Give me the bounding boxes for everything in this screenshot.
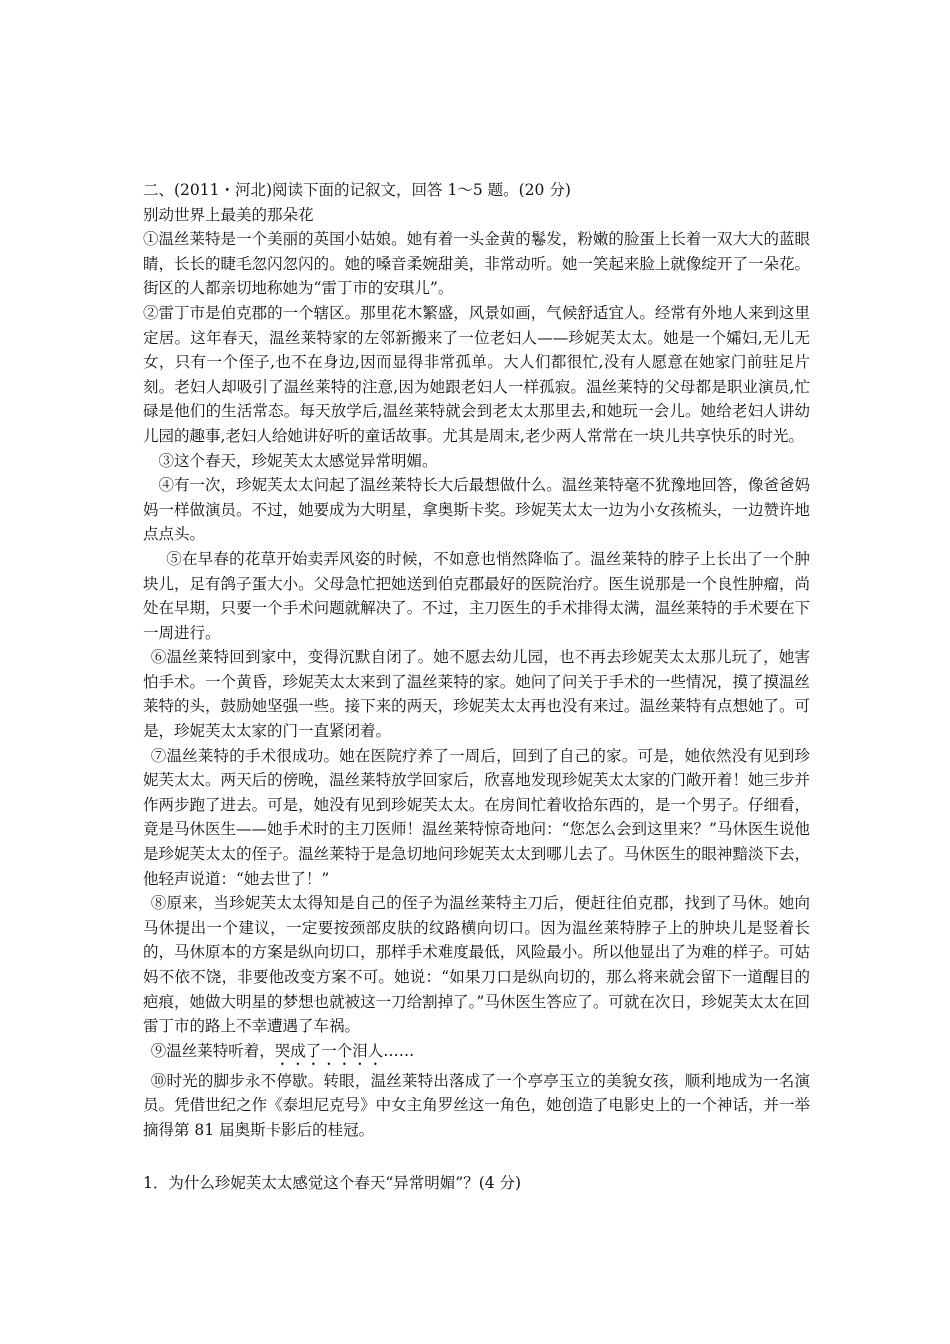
section-heading: 二、(2011・河北)阅读下面的记叙文，回答 1～5 题。(20 分) (143, 181, 571, 199)
paragraph-10: ⑩时光的脚步永不停歇。转眼，温丝莱特出落成了一个亭亭玉立的美貌女孩，顺利地成为一名演员。凭借世纪之作《泰坦尼克号》中女主角罗丝这一角色，她创造了电影史上的一个神话，并一举摘得第 81 届奥斯卡影后的桂冠。 (143, 1071, 810, 1139)
paragraph-4: ④有一次，珍妮芙太太问起了温丝莱特长大后最想做什么。温丝莱特毫不犹豫地回答，像爸爸妈妈一样做演员。不过，她要成为大明星，拿奥斯卡奖。珍妮芙太太一边为小女孩梳头，一边赞许地点点头。 (143, 476, 810, 544)
paragraph-1: ①温丝莱特是一个美丽的英国小姑娘。她有着一头金黄的鬈发，粉嫩的脸蛋上长着一双大大的蓝眼睛，长长的睫毛忽闪忽闪的。她的嗓音柔婉甜美，非常动听。她一笑起来脸上就像绽开了一朵花。街区的人都亲切地称她为“雷丁市的安琪儿”。 (143, 230, 810, 298)
emphasized-phrase: 哭成了一个泪人 (274, 1041, 384, 1060)
paragraph-3: ③这个春天，珍妮芙太太感觉异常明媚。 (158, 451, 438, 470)
paragraph-2: ②雷丁市是伯克郡的一个辖区。那里花木繁盛，风景如画，气候舒适宜人。经常有外地人来到这里定居。这年春天，温丝莱特家的左邻新搬来了一位老妇人——珍妮芙太太。她是一个孀妇,无儿无女，只有一个侄子,也不在身边,因而显得非常孤单。大人们都很忙,没有人愿意在她家门前驻足片刻。老妇人却吸引了温丝莱特的注意,因为她跟老妇人一样孤寂。温丝莱特的父母都是职业演员,忙碌是他们的生活常态。每天放学后,温丝莱特就会到老太太那里去,和她玩一会儿。她给老妇人讲幼儿园的趣事,老妇人给她讲好听的童话故事。尤其是周末,老少两人常常在一块儿共享快乐的时光。 (143, 303, 810, 445)
paragraph-6: ⑥温丝莱特回到家中，变得沉默自闭了。她不愿去幼儿园，也不再去珍妮芙太太那儿玩了，她害怕手术。一个黄昏，珍妮芙太太来到了温丝莱特的家。她问了问关于手术的一些情况，摸了摸温丝莱特的头，鼓励她坚强一些。接下来的两天，珍妮芙太太再也没有来过。温丝莱特有点想她了。可是，珍妮芙太太家的门一直紧闭着。 (143, 648, 810, 741)
document-page (143, 178, 810, 1195)
paragraph-5: ⑤在早春的花草开始卖弄风姿的时候，不如意也悄然降临了。温丝莱特的脖子上长出了一个肿块儿，足有鸽子蛋大小。父母急忙把她送到伯克郡最好的医院治疗。医生说那是一个良性肿瘤，尚处在早期，只要一个手术问题就解决了。不过，主刀医生的手术排得太满，温丝莱特的手术要在下一周进行。 (143, 549, 810, 642)
paragraph-9-suffix: …… (383, 1041, 415, 1060)
paragraph-9-prefix: ⑨温丝莱特听着， (150, 1041, 275, 1060)
paragraph-9 (143, 1039, 810, 1069)
paragraph-7: ⑦温丝莱特的手术很成功。她在医院疗养了一周后，回到了自己的家。可是，她依然没有见到珍妮芙太太。两天后的傍晚，温丝莱特放学回家后，欣喜地发现珍妮芙太太家的门敞开着！她三步并作两步跑了进去。可是，她没有见到珍妮芙太太。在房间忙着收拾东西的，是一个男子。仔细看，竟是马休医生——她手术时的主刀医师！温丝莱特惊奇地问：“您怎么会到这里来？”马休医生说他是珍妮芙太太的侄子。温丝莱特于是急切地问珍妮芙太太到哪儿去了。马休医生的眼神黯淡下去，他轻声说道：“她去世了！” (143, 746, 810, 888)
article-title: 别动世界上最美的那朵花 (143, 205, 314, 224)
paragraph-8: ⑧原来，当珍妮芙太太得知是自己的侄子为温丝莱特主刀后，便赶往伯克郡，找到了马休。她向马休提出一个建议，一定要按颈部皮肤的纹路横向切口。因为温丝莱特脖子上的肿块儿是竖着长的，马休原本的方案是纵向切口，那样手术难度最低，风险最小。所以他显出了为难的样子。可姑妈不依不饶，非要他改变方案不可。她说：“如果刀口是纵向切的，那么将来就会留下一道醒目的疤痕，她做大明星的梦想也就被这一刀给割掉了。”马休医生答应了。可就在次日，珍妮芙太太在回雷丁市的路上不幸遭遇了车祸。 (143, 894, 810, 1036)
question-1: 1．为什么珍妮芙太太感觉这个春天“异常明媚”？(4 分) (143, 1173, 522, 1192)
spacer (143, 1143, 810, 1171)
